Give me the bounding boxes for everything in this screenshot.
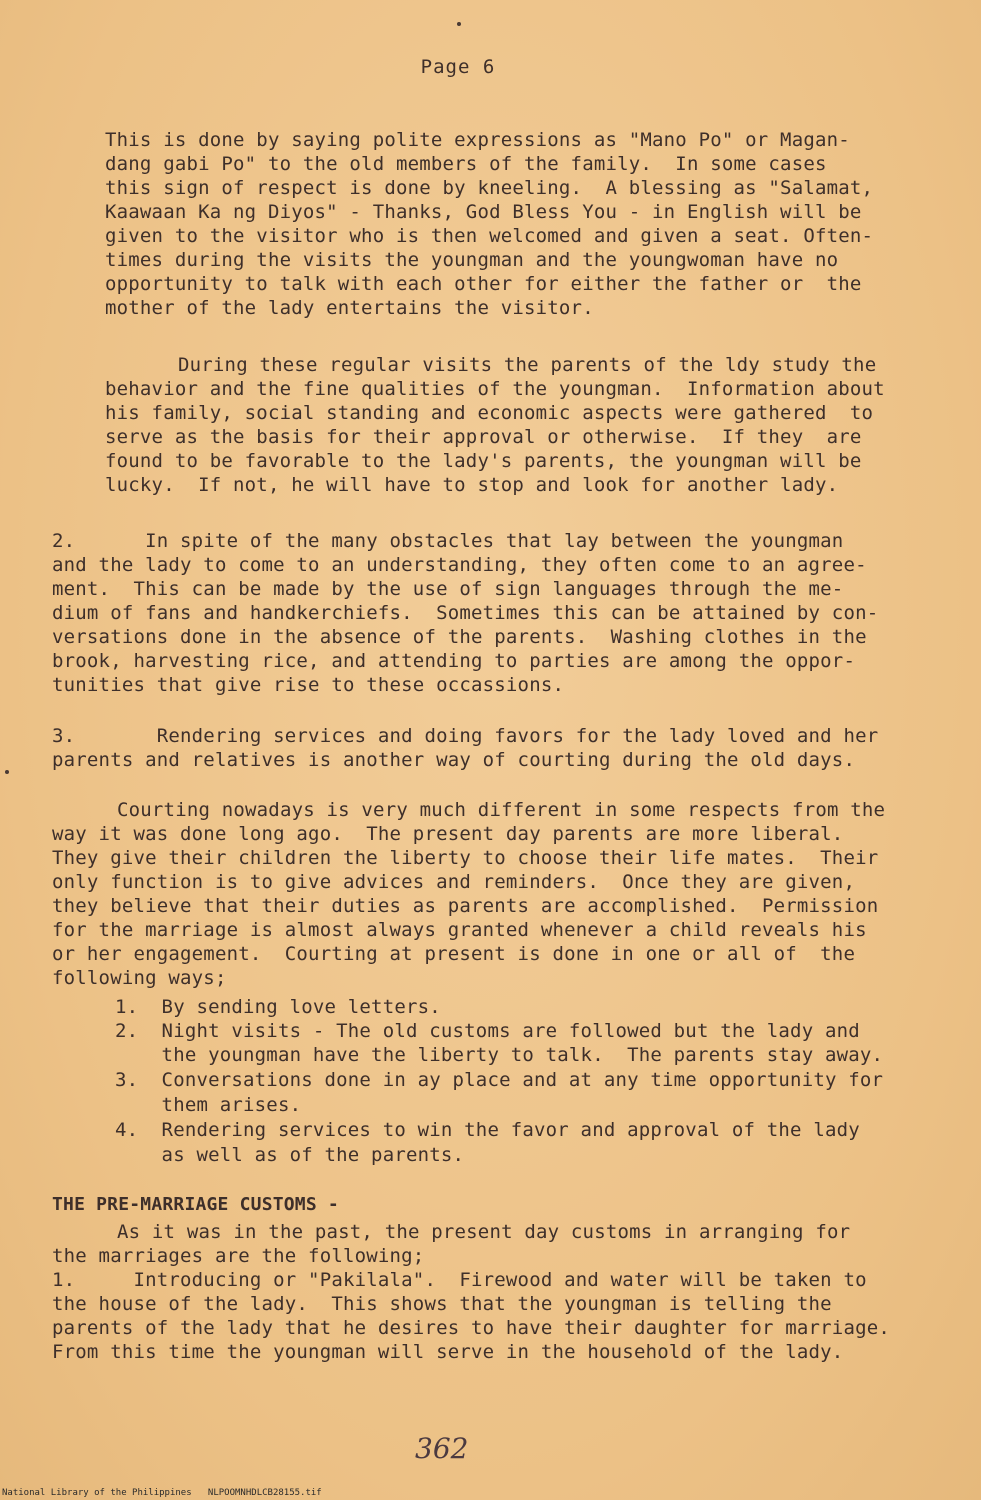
text-line: 1. Introducing or "Pakilala". Firewood and water will be taken to bbox=[52, 1269, 867, 1291]
text-line: Kaawaan Ka ng Diyos" - Thanks, God Bless You - in English will be bbox=[105, 201, 862, 223]
text-line: Courting nowadays is very much different in some respects from the bbox=[117, 799, 886, 821]
list-item: the youngman have the liberty to talk. The parents stay away. bbox=[115, 1044, 884, 1066]
text-line: During these regular visits the parents of the ldy study the bbox=[178, 354, 877, 376]
text-line: parents of the lady that he desires to have their daughter for marriage. bbox=[52, 1317, 891, 1339]
text-line: found to be favorable to the lady's parents, the youngman will be bbox=[105, 450, 862, 472]
text-line: tunities that give rise to these occassions. bbox=[52, 674, 565, 696]
text-line: versations done in the absence of the parents. Washing clothes in the bbox=[52, 626, 867, 648]
text-line: this sign of respect is done by kneeling. A blessing as "Salamat, bbox=[105, 177, 874, 199]
speck bbox=[457, 22, 461, 26]
text-line: given to the visitor who is then welcomed and given a seat. Often- bbox=[105, 225, 874, 247]
text-line: times during the visits the youngman and the youngwoman have no bbox=[105, 249, 839, 271]
footer bbox=[2, 1488, 322, 1498]
text-line: the marriages are the following; bbox=[52, 1245, 425, 1267]
text-line: opportunity to talk with each other for either the father or the bbox=[105, 273, 862, 295]
text-line: 3. Rendering services and doing favors for the lady loved and her bbox=[52, 725, 879, 747]
text-line: They give their children the liberty to choose their life mates. Their bbox=[52, 847, 879, 869]
text-line: his family, social standing and economic aspects were gathered to bbox=[105, 402, 874, 424]
page-number: Page 6 bbox=[420, 56, 496, 78]
footer-filename: NLPOOMNHDLCB28155.tif bbox=[207, 1488, 322, 1498]
section-heading: THE PRE-MARRIAGE CUSTOMS - bbox=[52, 1194, 339, 1215]
footer-institution: National Library of the Philippines bbox=[2, 1488, 192, 1498]
text-line: dang gabi Po" to the old members of the family. In some cases bbox=[105, 153, 827, 175]
text-line: This is done by saying polite expressions as "Mano Po" or Magan- bbox=[105, 129, 850, 151]
list-item: 3. Conversations done in ay place and at any time opportunity for bbox=[115, 1069, 884, 1091]
speck bbox=[5, 770, 9, 774]
text-line: they believe that their duties as parents are accomplished. Permission bbox=[52, 895, 879, 917]
text-line: behavior and the fine qualities of the youngman. Information about bbox=[105, 378, 885, 400]
text-line: or her engagement. Courting at present is done in one or all of the bbox=[52, 943, 856, 965]
text-line: ment. This can be made by the use of sign languages through the me- bbox=[52, 578, 844, 600]
text-line: As it was in the past, the present day customs in arranging for bbox=[117, 1221, 851, 1243]
text-line: the house of the lady. This shows that the youngman is telling the bbox=[52, 1293, 832, 1315]
text-line: lucky. If not, he will have to stop and look for another lady. bbox=[105, 474, 839, 496]
text-line: only function is to give advices and reminders. Once they are given, bbox=[52, 871, 856, 893]
text-line: mother of the lady entertains the visitor. bbox=[105, 297, 594, 319]
text-line: dium of fans and handkerchiefs. Sometimes this can be attained by con- bbox=[52, 602, 879, 624]
text-line: way it was done long ago. The present day parents are more liberal. bbox=[52, 823, 844, 845]
text-line: brook, harvesting rice, and attending to parties are among the oppor- bbox=[52, 650, 856, 672]
text-line: following ways; bbox=[52, 967, 227, 989]
list-item: them arises. bbox=[115, 1094, 302, 1116]
text-line: parents and relatives is another way of courting during the old days. bbox=[52, 749, 856, 771]
list-item: 4. Rendering services to win the favor and approval of the lady bbox=[115, 1119, 860, 1141]
list-item: 2. Night visits - The old customs are followed but the lady and bbox=[115, 1020, 860, 1042]
list-item: 1. By sending love letters. bbox=[115, 996, 441, 1018]
text-line: From this time the youngman will serve in the household of the lady. bbox=[52, 1341, 844, 1363]
handwritten-page-number: 362 bbox=[415, 1432, 469, 1465]
text-line: and the lady to come to an understanding, they often come to an agree- bbox=[52, 554, 867, 576]
text-line: serve as the basis for their approval or otherwise. If they are bbox=[105, 426, 862, 448]
list-item: as well as of the parents. bbox=[115, 1144, 465, 1166]
text-line: 2. In spite of the many obstacles that lay between the youngman bbox=[52, 530, 844, 552]
text-line: for the marriage is almost always granted whenever a child reveals his bbox=[52, 919, 867, 941]
